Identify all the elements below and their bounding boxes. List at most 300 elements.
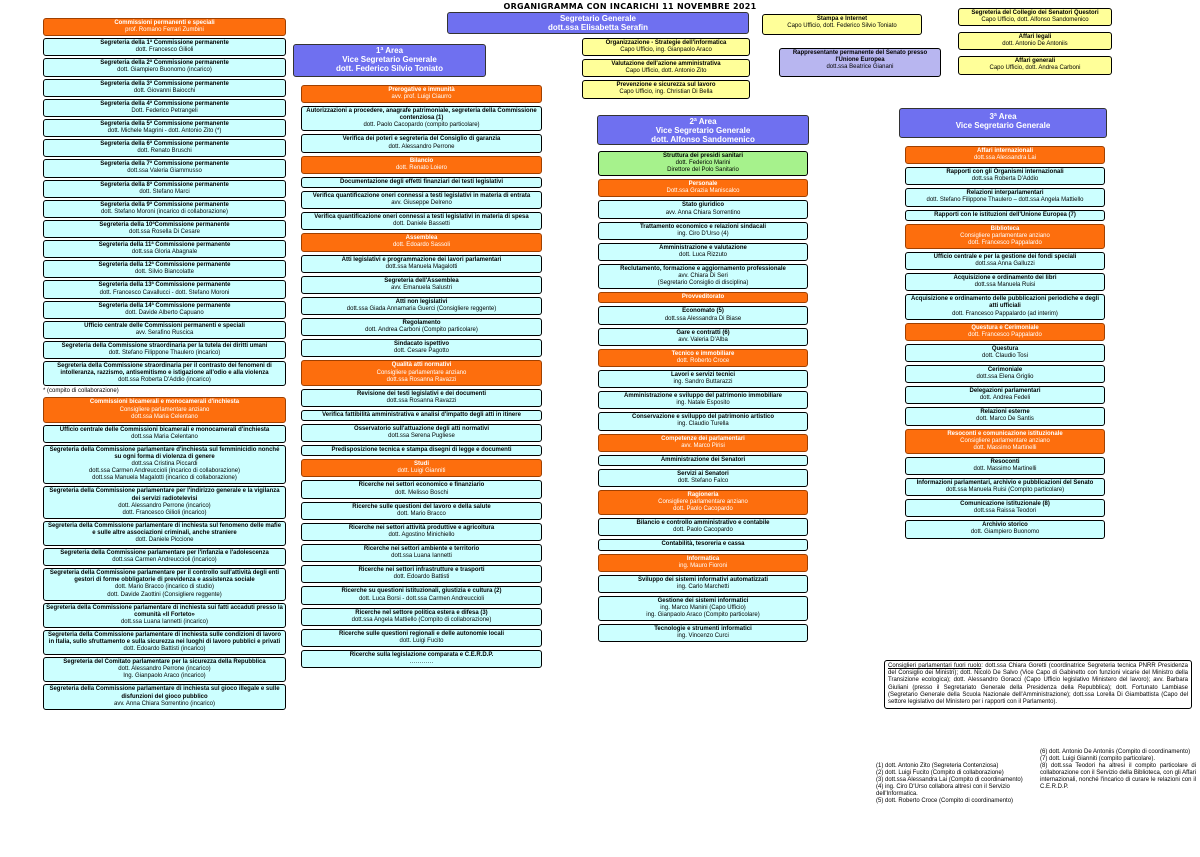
unit-sviluppo-dei-sistemi-informativi-automat — [598, 575, 808, 593]
unit-servizi-ai-senatori — [598, 469, 808, 487]
unit-biblioteca — [905, 224, 1105, 249]
unit-title: Organizzazione - Strategie dell'informatica — [605, 40, 727, 46]
unit-head: dott. Giampiero Buonomo — [970, 529, 1040, 536]
unit-informazioni-parlamentari-archivio-e-pub — [905, 478, 1105, 496]
unit-documentazione-degli-effetti-finanziari- — [301, 177, 542, 188]
unit-resoconti — [905, 457, 1105, 475]
unit-ricerche-su-questioni-istituzionali-gius — [301, 586, 542, 604]
unit-head: avv. Marco Pirisi — [681, 442, 725, 449]
unit-head: dott. Paolo Cacopardo (compito particolare) — [363, 122, 480, 129]
unit-sindacato-ispettivo — [301, 339, 542, 357]
unit-head: dott. Luigi Gianniti — [397, 468, 446, 475]
unit-head: Capo Ufficio, dott. Antonio Zito — [625, 68, 707, 75]
unit-segreteria-della-13-commissione-permanen — [43, 280, 286, 298]
unit-head: dott. Stefano Filippone Thaulero – dott.ssa Angela Mattiello — [926, 197, 1084, 204]
unit-head: dott.ssa Carmen Andreuccioli (incarico) — [112, 557, 217, 564]
unit-title: Resoconti e comunicazione istituzionale — [947, 430, 1063, 437]
unit-title: Ricerche nei settori attività produttive e agricoltura — [348, 524, 495, 531]
unit-title: Predisposizione tecnica e stampa disegni di legge e documenti — [331, 447, 512, 454]
unit-autorizzazioni-a-procedere-anagrafe-patr — [301, 106, 542, 131]
unit-title: Ricerche sulla legislazione comparata e C.E.R.D.P. — [349, 651, 494, 658]
unit-segreteria-della-5-commissione-permanent — [43, 119, 286, 137]
unit-head: avv. Valeria D'Alba — [678, 336, 728, 343]
unit-organizzazione-strategie-dell-informatic — [582, 38, 750, 56]
unit-head: dott. Agostino Minichiello — [388, 531, 455, 538]
unit-head: prof. Romano Ferrari Zumbini — [125, 27, 204, 34]
unit-ufficio-centrale-delle-commissioni-bicam — [43, 425, 286, 443]
unit-title: Tecnologie e strumenti informatici — [654, 626, 752, 633]
unit-ricerche-nei-settori-infrastrutture-e-tr — [301, 565, 542, 583]
unit-tecnico-e-immobiliare — [598, 349, 808, 367]
unit-title: Amministrazione e sviluppo del patrimonio immobiliare — [623, 393, 783, 400]
unit-head: dott. Francesco Cavallucci - dott. Stefano Moroni — [99, 289, 230, 296]
unit-segreteria-della-commissione-parlamentar — [43, 630, 286, 655]
unit-title: Segreteria della Commissione parlamentare di inchiesta sulle condizioni di lavoro in Italia, sullo sfruttamento e sulla sicurezza nei luoghi di lavoro pubblici e privati — [47, 631, 282, 645]
unit-head: dott.ssa Manuela Magalotti — [385, 263, 458, 270]
unit-title: Ricerche sulle questioni regionali e delle autonomie locali — [338, 630, 505, 637]
unit-title: Acquisizione e ordinamento dei libri — [953, 275, 1057, 282]
area-2-header: 2ª Area Vice Segretario Generale dott. Alfonso Sandomenico — [597, 115, 809, 145]
unit-title: Commissioni bicamerali e monocamerali d'inchiesta — [89, 399, 240, 406]
unit-regolamento — [301, 318, 542, 336]
unit-title: Trattamento economico e relazioni sindacali — [639, 223, 767, 230]
unit-title: Cerimoniale — [987, 366, 1023, 373]
area-3-header: 3ª Area Vice Segretario Generale — [899, 108, 1107, 138]
unit-head: dott.ssa Gloria Abagnale — [131, 249, 198, 256]
unit-head: dott. Edoardo Battisti (incarico) — [123, 646, 206, 653]
unit-title: Personale — [688, 181, 718, 188]
unit-atti-non-legislativi — [301, 297, 542, 315]
unit-head: dott. Mario Bracco (incarico di studio) — [114, 584, 215, 591]
unit-head: ing. Natale Esposito — [676, 400, 730, 407]
unit-head: dott. Cesare Pagotto — [393, 348, 450, 355]
unit-reclutamento-formazione-e-aggiornamento- — [598, 264, 808, 289]
unit-title: Gare e contratti (6) — [676, 329, 730, 336]
unit-head: dott.ssa Angela Mattiello (Compito di collaborazione) — [351, 616, 492, 623]
unit-head: Direttore del Polo Sanitario — [667, 167, 739, 174]
unit-title: Segreteria della 2ª Commissione permanente — [100, 60, 229, 67]
unit-conservazione-e-sviluppo-del-patrimonio- — [598, 412, 808, 430]
unit-head: ing. Sandro Buttarazzi — [673, 379, 733, 386]
unit-head: ing. Marco Manini (Capo Ufficio) — [660, 605, 746, 612]
unit-head: Capo Ufficio, dott. Andrea Carboni — [989, 65, 1081, 72]
unit-head: dott.ssa Elena Griglio — [976, 374, 1034, 381]
unit-title: Segreteria della 9ª Commissione permanente — [100, 201, 229, 208]
column-area-1 — [301, 85, 542, 668]
unit-title: Amministrazione dei Senatori — [660, 456, 746, 463]
unit-segreteria-della-7-commissione-permanent — [43, 159, 286, 177]
unit-revisione-dei-testi-legislativi-e-dei-do — [301, 389, 542, 407]
unit-head: dott. Marco De Santis — [976, 416, 1034, 423]
unit-head: dott.ssa Cristina Piccardi — [131, 461, 198, 468]
unit-head: dott. Edoardo Sassoli — [392, 242, 451, 249]
unit-qualita-atti-normativi — [301, 360, 542, 385]
unit-commissioni-bicamerali-e-monocamerali-d- — [43, 397, 286, 422]
unit-title: Affari internazionali — [976, 148, 1033, 154]
unit-title: Atti legislativi e programmazione dei lavori parlamentari — [341, 256, 502, 263]
unit-questura-e-cerimoniale — [905, 323, 1105, 341]
unit-head: dott. Stefano Moroni (incarico di collaborazione) — [100, 208, 229, 215]
unit-title: Autorizzazioni a procedere, anagrafe patrimoniale, segreteria della Commissione contenziosa (1) — [306, 108, 537, 122]
unit-head: ing. Claudio Turella — [677, 421, 729, 428]
unit-title: Biblioteca — [990, 225, 1020, 232]
stampa-internet: Stampa e Internet Capo Ufficio, dott. Federico Silvio Toniato — [762, 14, 922, 35]
unit-head: Capo Ufficio, dott. Alfonso Sandomenico — [981, 17, 1089, 24]
unit-head: dott.ssa Manuela Ruisi — [974, 282, 1036, 289]
unit-title: Segreteria della Commissione parlamentare per l'infanzia e l'adolescenza — [60, 550, 269, 557]
unit-title: Ragioneria — [687, 492, 719, 498]
unit-head: dott. Francesco Gilioli — [135, 47, 194, 54]
unit-title: Commissioni permanenti e speciali — [114, 20, 215, 26]
unit-title: Documentazione degli effetti finanziari dei testi legislativi — [339, 178, 504, 185]
unit-title: Qualità atti normativi — [391, 362, 452, 369]
unit-head: dott. Daniele Piccione — [135, 536, 194, 543]
unit-head: dott. Andrea Fedeli — [979, 395, 1031, 402]
unit-title: Bilancio — [409, 157, 434, 164]
unit-verifica-quantificazione-oneri-connessi- — [301, 212, 542, 230]
unit-head: dott.ssa Roberta D'Addio — [971, 176, 1039, 183]
unit-head: dott.ssa Rosanna Ravazzi — [386, 376, 457, 383]
unit-title: Informatica — [686, 555, 720, 562]
unit-head: dott. Alessandro Perrone — [388, 143, 455, 150]
unit-segreteria-della-3-commissione-permanent — [43, 79, 286, 97]
unit-head: dott. Alessandro Perrone (incarico) — [118, 666, 211, 673]
unit-title: Lavori e servizi tecnici — [670, 371, 736, 378]
unit-verifica-dei-poteri-e-segreteria-del-con — [301, 134, 542, 152]
unit-cerimoniale — [905, 365, 1105, 383]
unit-title: Informazioni parlamentari, archivio e pubblicazioni del Senato — [916, 480, 1094, 486]
unit-title: Gestione dei sistemi informatici — [657, 597, 749, 604]
unit-title: Segreteria della 12ª Commissione permanente — [98, 262, 231, 269]
unit-title: Segreteria della 14ª Commissione permanente — [98, 302, 231, 309]
unit-head: dott. Renato Loiero — [395, 164, 448, 171]
unit-economato-5 — [598, 306, 808, 324]
unit-head: Dott. Federico Petrangeli — [131, 107, 198, 114]
unit-title: Rapporti con le istituzioni dell'Unione Europea (7) — [934, 211, 1076, 218]
unit-title: Ufficio centrale delle Commissioni permanenti e speciali — [84, 322, 245, 329]
unit-title: Segreteria della 5ª Commissione permanente — [100, 120, 229, 127]
footnote: (1) dott. Antonio Zito (Segreteria Contenziosa) — [876, 763, 999, 769]
unit-title: Competenze dei parlamentari — [661, 435, 745, 442]
unit-segreteria-della-commissione-straordinar — [43, 361, 286, 386]
unit-head: dott. Federico Marini — [675, 160, 731, 167]
unit-title: Resoconti — [990, 458, 1020, 465]
unit-segreteria-della-commissione-parlamentar — [43, 568, 286, 600]
notes-right — [1040, 749, 1196, 791]
unit-head: dott. Luigi Fucito — [399, 637, 444, 644]
footnote: * (compito di collaborazione) — [43, 388, 119, 395]
unit-head: dott.ssa Giada Annamaria Guerci (Consigliere reggente) — [346, 305, 497, 312]
unit-title: Amministrazione e valutazione — [659, 244, 747, 251]
unit-title: Contabilità, tesoreria e cassa — [661, 541, 745, 548]
unit-title: Ricerche nel settore politica estera e difesa (3) — [355, 609, 488, 616]
unit-title: Prerogative e immunità — [388, 87, 455, 93]
unit-ricerche-nei-settori-economico-e-finanzi — [301, 480, 542, 498]
unit-delegazioni-parlamentari — [905, 386, 1105, 404]
unit-head: dott. Stefano Marci — [139, 188, 190, 195]
unit-title: Valutazione dell'azione amministrativa — [611, 61, 721, 68]
unit-ricerche-sulla-legislazione-comparata-e- — [301, 650, 542, 668]
unit-head: dott. Daniele Bassetti — [393, 221, 450, 228]
unit-head: Consigliere parlamentare anziano — [658, 499, 748, 506]
unit-head: dott. Renato Bruschi — [137, 148, 192, 155]
unit-predisposizione-tecnica-e-stampa-disegni — [301, 445, 542, 456]
unit-title: Segreteria della Commissione straordinaria per la tutela dei diritti umani — [61, 343, 268, 349]
unit-head: Dott.ssa Grazia Maniscalco — [666, 188, 740, 195]
unit-ufficio-centrale-e-per-la-gestione-dei-f — [905, 252, 1105, 270]
unit-head: dott.ssa Carmen Andreuccioli (incarico di collaborazione) — [88, 468, 241, 475]
unit-verifica-fattibilita-amministrativa-e-an — [301, 410, 542, 421]
unit-affari-legali — [958, 32, 1112, 50]
unit-title: Assemblea — [405, 235, 438, 242]
unit-segreteria-della-6-commissione-permanent — [43, 139, 286, 157]
unit-head: dott. Andrea Carboni (Compito particolare) — [365, 327, 478, 334]
unit-head: dott. Davide Zaottini (Consigliere reggente) — [107, 591, 222, 598]
unit-verifica-quantificazione-oneri-connessi- — [301, 191, 542, 209]
unit-head: dott. Luca Rizzuto — [678, 251, 728, 258]
rappresentante-ue: Rappresentante permanente del Senato presso l'Unione Europea dott.ssa Beatrice Gianani — [779, 48, 941, 77]
unit-head: dott. Melisso Boschi — [394, 489, 449, 496]
unit-segreteria-del-comitato-parlamentare-per — [43, 657, 286, 682]
unit-title: Questura — [991, 345, 1019, 352]
unit-head: avv. Chiara Di Seri — [678, 273, 728, 280]
unit-title: Segreteria del Comitato parlamentare per la sicurezza della Repubblica — [63, 659, 266, 666]
unit-valutazione-dell-azione-amministrativa — [582, 59, 750, 77]
unit-title: Segreteria della 13ª Commissione permanente — [98, 282, 231, 289]
unit-head: avv. prof. Luigi Ciaurro — [391, 94, 452, 101]
unit-title: Verifica quantificazione oneri connessi a testi legislativi in materia di entrata — [312, 192, 531, 199]
unit-title: Affari generali — [1014, 58, 1056, 65]
unit-title: Servizi ai Senatori — [677, 470, 729, 477]
unit-affari-internazionali — [905, 146, 1105, 164]
unit-title: Verifica quantificazione oneri connessi a testi legislativi in materia di spesa — [314, 214, 529, 221]
unit-title: Segreteria della 11ª Commissione permanente — [98, 242, 231, 249]
unit-title: Ufficio centrale e per la gestione dei fondi speciali — [933, 253, 1077, 260]
unit-segreteria-del-collegio-dei-senatori-que — [958, 8, 1112, 26]
unit-title: Segreteria della Commissione parlamentare di inchiesta sui fatti accaduti presso la comunità «Il Forteto» — [46, 604, 283, 618]
unit-title: Segreteria della 1ª Commissione permanente — [100, 40, 229, 47]
unit-head: dott.ssa Valeria Giammusso — [127, 168, 202, 175]
unit-segreteria-della-11-commissione-permanen — [43, 240, 286, 258]
unit-head: dott. Silvio Biancolatte — [134, 269, 195, 276]
unit-segreteria-della-10-commissione-permanen — [43, 220, 286, 238]
unit-title: Sviluppo dei sistemi informativi automatizzati — [637, 576, 769, 583]
unit-head: dott.ssa Luana Iannetti (incarico) — [120, 618, 209, 625]
column-area-2 — [598, 151, 808, 642]
unit-head: dott.ssa Anna Galluzzi — [975, 261, 1035, 268]
unit-head: dott. Paolo Cacopardo — [673, 527, 733, 534]
unit-competenze-dei-parlamentari — [598, 434, 808, 452]
footnote: (8) dott.ssa Teodori ha altresì il compito particolare di collaborazione con il Servizio della Biblioteca, con gli Affari internazionali, nonché l'incarico di curare le relazioni con il C.E.R.D.P. — [1040, 763, 1196, 790]
unit-head: dott. Paolo Cacopardo — [673, 506, 733, 513]
unit-title: Prevenzione e sicurezza sul lavoro — [616, 82, 716, 89]
unit-title: Segreteria della 10ªCommissione permanente — [99, 221, 230, 228]
unit-personale — [598, 179, 808, 197]
unit-title: Segreteria della 8ª Commissione permanente — [100, 181, 229, 188]
unit-title: Comunicazione istituzionale (8) — [960, 501, 1050, 508]
unit-head: dott.ssa Maria Celentano — [131, 433, 198, 440]
unit-bilancio-e-controllo-amministrativo-e-co — [598, 518, 808, 536]
unit-title: Segreteria del Collegio dei Senatori Questori — [971, 10, 1099, 16]
unit-head: dott. Edoardo Battisti — [393, 574, 450, 581]
unit-title: Ricerche nei settori infrastrutture e trasporti — [358, 567, 485, 574]
unit-amministrazione-dei-senatori — [598, 455, 808, 466]
unit-ricerche-nel-settore-politica-estera-e-d — [301, 608, 542, 626]
unit-head: dott. Roberto Croce — [676, 357, 730, 364]
segretario-generale: Segretario Generale dott.ssa Elisabetta Serafin — [447, 12, 749, 34]
unit-rapporti-con-gli-organismi-internazional — [905, 167, 1105, 185]
unit-head: dott.ssa Manuela Ruisi (Compito particolare) — [945, 487, 1065, 494]
unit-head: dott.ssa Rosanna Ravazzi — [386, 397, 457, 404]
unit-segreteria-della-commissione-parlamentar — [43, 684, 286, 709]
unit-segreteria-della-4-commissione-permanent — [43, 99, 286, 117]
unit-head: Ing. Gianpaolo Araco (incarico) — [123, 673, 206, 680]
unit-head: avv. Emanuela Salustri — [391, 284, 452, 291]
unit-title: Struttura dei presidi sanitari — [662, 153, 744, 159]
unit-head: avv. Serafino Ruscica — [135, 329, 194, 336]
unit-head: dott. Francesco Pappalardo — [968, 331, 1042, 338]
unit-provveditorato — [598, 292, 808, 303]
unit-title: Ricerche sulle questioni del lavoro e della salute — [352, 503, 491, 510]
unit-title: Regolamento — [402, 320, 441, 327]
unit-segreteria-della-commissione-parlamentar — [43, 445, 286, 484]
unit-segreteria-della-commissione-parlamentar — [43, 603, 286, 628]
unit-commissioni-permanenti-e-speciali — [43, 18, 286, 36]
unit-title: Verifica fattibilità amministrativa e analisi d'impatto degli atti in itinere — [322, 411, 521, 418]
unit-head: dott. Stefano Filippone Thaulero (incarico) — [108, 350, 221, 357]
unit-bilancio — [301, 156, 542, 174]
unit-title: Questura e Cerimoniale — [971, 324, 1039, 331]
right-top-units — [958, 8, 1112, 75]
unit-studi — [301, 459, 542, 477]
unit-rapporti-con-le-istituzioni-dell-unione- — [905, 210, 1105, 221]
unit-osservatorio-sull-attuazione-degli-atti- — [301, 424, 542, 442]
column-area-3 — [905, 146, 1105, 539]
unit-assemblea — [301, 233, 542, 251]
unit-head: Capo Ufficio, ing. Gianpaolo Araco — [620, 47, 712, 54]
unit-title: Bilancio e controllo amministrativo e contabile — [636, 520, 770, 527]
unit-head: dott.ssa Alessandra Di Biase — [664, 315, 742, 322]
unit-gare-e-contratti-6 — [598, 328, 808, 346]
unit-contabilita-tesoreria-e-cassa — [598, 539, 808, 550]
unit-tecnologie-e-strumenti-informatici — [598, 624, 808, 642]
unit-ragioneria — [598, 490, 808, 515]
unit-title: Verifica dei poteri e segreteria del Consiglio di garanzia — [342, 136, 501, 143]
unit-ricerche-sulle-questioni-del-lavoro-e-de — [301, 502, 542, 520]
unit-head: Consigliere parlamentare anziano — [119, 406, 210, 413]
unit-head: dott. Francesco Pappalardo (ad interim) — [952, 310, 1058, 317]
unit-title: Segreteria della Commissione parlamentare di inchiesta sul gioco illegale e sulle disfunzioni del gioco pubblico — [49, 686, 280, 700]
unit-title: Archivio storico — [982, 522, 1028, 529]
unit-head: dott. Mario Bracco — [397, 510, 446, 517]
sg-units — [582, 38, 750, 99]
unit-head: dott. Claudio Tosi — [982, 352, 1028, 359]
footnote: (7) dott. Luigi Gianniti (compito particolare). — [1040, 756, 1156, 762]
unit-segreteria-della-14-commissione-permanen — [43, 301, 286, 319]
unit-title: Relazioni esterne — [980, 409, 1030, 416]
unit-title: Segreteria della Commissione parlamentare per l'indirizzo generale e la vigilanza dei servizi radiotelevisi — [49, 488, 280, 502]
unit-ricerche-sulle-questioni-regionali-e-del — [301, 629, 542, 647]
notes-left — [876, 763, 1036, 805]
unit-head: dott. Antonio De Antoniis — [1002, 41, 1068, 48]
unit-segreteria-della-commissione-parlamentar — [43, 548, 286, 566]
unit-title: Tecnico e immobiliare — [671, 350, 735, 357]
footnote: (3) dott.ssa Alessandra Lai (Compito di coordinamento) — [876, 777, 1023, 783]
unit-acquisizione-e-ordinamento-delle-pubblic — [905, 294, 1105, 319]
footnote: (2) dott. Luigi Fucito (Compito di collaborazione) — [876, 770, 1004, 776]
footnote: (6) dott. Antonio De Antoniis (Compito di coordinamento) — [1040, 749, 1191, 755]
unit-head: dott. Davide Alberto Capuano — [125, 309, 204, 316]
unit-title: Revisione dei testi legislativi e dei documenti — [356, 390, 487, 397]
unit-struttura-dei-presidi-sanitari — [598, 151, 808, 176]
unit-title: Conservazione e sviluppo del patrimonio artistico — [631, 414, 775, 421]
unit-head: Consigliere parlamentare anziano — [376, 369, 467, 376]
unit-affari-generali — [958, 56, 1112, 74]
unit-title: Segreteria dell'Assemblea — [384, 277, 459, 284]
unit-prerogative-e-immunita — [301, 85, 542, 103]
unit-atti-legislativi-e-programmazione-dei-la — [301, 255, 542, 273]
unit-head: dott. Luca Borsi - dott.ssa Carmen Andreuccioli — [358, 595, 485, 602]
unit-title: Ricerche nei settori economico e finanziario — [358, 482, 485, 489]
unit-head: (Segretario Consiglio di disciplina) — [657, 280, 749, 287]
unit-head: ing. Gianpaolo Araco (Compito particolare) — [646, 612, 760, 619]
unit-title: Ricerche nei settori ambiente e territorio — [363, 546, 480, 553]
unit-title: Acquisizione e ordinamento delle pubblicazioni periodiche e degli atti ufficiali — [910, 296, 1100, 310]
unit-lavori-e-servizi-tecnici — [598, 370, 808, 388]
unit-title: Rapporti con gli Organismi internazionali — [946, 169, 1064, 176]
unit-head: dott.ssa Rosella Di Cesare — [128, 228, 201, 235]
unit-head: dott.ssa Maria Celentano — [131, 413, 198, 420]
unit-title: Delegazioni parlamentari — [969, 388, 1041, 395]
unit-head: Capo Ufficio, ing. Christian Di Bella — [619, 89, 713, 96]
unit-head: ing. Vincenzo Curci — [677, 633, 729, 640]
unit-head: dott.ssa Manuela Magalotti (incarico di collaborazione) — [92, 475, 237, 482]
unit-informatica — [598, 554, 808, 572]
unit-prevenzione-e-sicurezza-sul-lavoro — [582, 80, 750, 98]
unit-title: Segreteria della Commissione straordinaria per il contrasto dei fenomeni di intolleranza, razzismo, antisemitismo e istigazione all'odio e alla violenza — [57, 363, 272, 377]
unit-segreteria-della-2-commissione-permanent — [43, 58, 286, 76]
unit-head: dott. Massimo Martinelli — [973, 444, 1037, 451]
unit-comunicazione-istituzionale-8 — [905, 499, 1105, 517]
unit-title: Sindacato ispettivo — [393, 341, 449, 348]
unit-relazioni-interparlamentari — [905, 188, 1105, 206]
unit-title: Segreteria della 4ª Commissione permanente — [100, 100, 229, 107]
area-1-header: 1ª Area Vice Segretario Generale dott. Federico Silvio Toniato — [293, 44, 486, 77]
unit-head: dott. Alessandro Perrone (incarico) — [118, 502, 211, 509]
unit-ricerche-nei-settori-ambiente-e-territor — [301, 544, 542, 562]
unit-title: Atti non legislativi — [395, 298, 448, 305]
unit-segreteria-dell-assemblea — [301, 276, 542, 294]
unit-title: Economato (5) — [682, 308, 724, 315]
unit-head: avv. Anna Chiara Sorrentino — [665, 209, 741, 216]
unit-title: Provveditorato — [681, 294, 725, 301]
unit-head: dott.ssa Alessandra Lai — [973, 155, 1037, 162]
unit-head: ing. Ciro D'Urso (4) — [677, 230, 729, 237]
unit-segreteria-della-8-commissione-permanent — [43, 180, 286, 198]
unit-segreteria-della-12-commissione-permanen — [43, 260, 286, 278]
unit-title: Relazioni interparlamentari — [966, 190, 1044, 197]
unit-title: Segreteria della 6ª Commissione permanente — [100, 141, 229, 148]
unit-segreteria-della-9-commissione-permanent — [43, 200, 286, 218]
unit-head: dott. Stefano Falco — [677, 477, 729, 484]
unit-amministrazione-e-sviluppo-del-patrimoni — [598, 391, 808, 409]
footnote: (5) dott. Roberto Croce (Compito di coordinamento) — [876, 798, 1014, 804]
footnote: (4) ing. Ciro D'Urso collabora altresì con il Servizio dell'Informatica. — [876, 784, 1010, 797]
unit-segreteria-della-commissione-straordinar — [43, 341, 286, 359]
unit-head: dott.ssa Raissa Teodori — [973, 508, 1037, 515]
unit-ricerche-nei-settori-attivita-produttive — [301, 523, 542, 541]
unit-head: dott. Francesco Pappalardo — [968, 239, 1042, 246]
